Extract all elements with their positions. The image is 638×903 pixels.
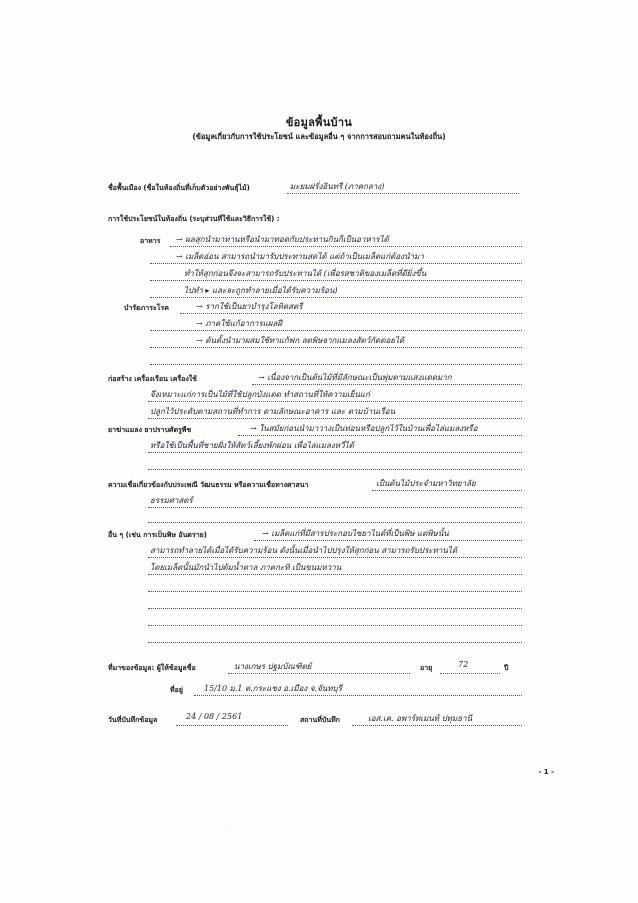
pesticide-label: ยาฆ่าแมลง ยาปราบศัตรูพืช [108, 426, 192, 434]
food-line-2: → เมล็ดอ่อน สามารถนำมารับประทานสดได้ แต่ถ้าเป็นเมล็ดแก่ต้องนำมา [176, 252, 424, 261]
food-label: อาหาร [140, 237, 161, 245]
local-name-value: มะยมฝรั่งอินทรี (ภาคกลาง) [290, 182, 385, 191]
construction-line-2: จึงเหมาะแก่การเป็นไม้ที่ใช้ปลูกบังแดด ทำสถานที่ให้ความเย็นแก่ [150, 390, 370, 399]
pesticide-line-2: หรือใช้เป็นพื้นที่ชายฝั่งให้สัตว์เลี้ยงพักผ่อน เพื่อไล่แมลงหวี่ได้ [150, 441, 354, 450]
beliefs-line-1: เป็นต้นไม้ประจำมหาวิทยาลัย [376, 479, 476, 488]
page-title: ข้อมูลพื้นบ้าน [285, 116, 353, 129]
food-line [150, 280, 522, 281]
pesticide-line [148, 469, 522, 470]
age-value: 72 [458, 660, 469, 669]
other-line [148, 625, 522, 626]
food-line [150, 297, 522, 298]
beliefs-label: ความเชื่อเกี่ยวข้องกับประเพณี วัฒนธรรม หรือความเชื่อทางศาสนา [108, 481, 309, 489]
scan-speck: . [230, 824, 232, 831]
food-line-1: → ผลสุกนำมาทานหรือนำมาทอดกับประทานกินก็เป็นอาหารได้ [176, 235, 389, 244]
beliefs-line [148, 522, 522, 523]
record-date-label: วันที่บันทึกข้อมูล [108, 716, 158, 724]
construction-line-3: ปลูกไว้ประดับตามสถานที่ทำการ ตามลักษณะอาคาร และ ตามบ้านเรือน [150, 407, 396, 416]
other-line [148, 574, 522, 575]
food-line-4: ไปทำ ▸ และจะถูกทำลายเมื่อได้รับความร้อน) [184, 286, 338, 295]
record-date-line [176, 725, 288, 726]
other-line [148, 608, 522, 609]
pesticide-line [238, 435, 522, 436]
beliefs-line [372, 490, 522, 491]
page-number: - 1 - [538, 768, 554, 776]
age-label: อายุ [420, 664, 433, 672]
record-place-value: เอส.เค. อพาร์ทเมนท์ ปทุมธานี [368, 714, 473, 723]
medicine-line [150, 364, 522, 365]
construction-line [148, 418, 522, 419]
other-line [148, 642, 522, 643]
medicine-label: บำรัดภาระโรค [124, 304, 169, 312]
pesticide-line-1: → ในสมัยก่อนนำมาวางเป็นท่อนหรือปลูกไว้ในบ้านเพื่อไล่แมลงหรือ [250, 424, 478, 433]
construction-label: ก่อสร้าง เครื่องเรือน เครื่องใช้ [108, 375, 197, 383]
beliefs-line [148, 507, 522, 508]
source-name-value: นางเกษร ปฐมบัณฑิตย์ [234, 662, 312, 671]
address-value: 15/10 ม.1 ต.กระแชง อ.เมือง จ.จันทบุรี [204, 684, 342, 693]
address-line [194, 695, 522, 696]
source-label: ที่มาของข้อมูล: ผู้ให้ข้อมูลชื่อ [108, 664, 196, 672]
address-label: ที่อยู่ [170, 686, 183, 694]
construction-line [252, 384, 522, 385]
pesticide-line [148, 452, 522, 453]
medicine-line-1: → รากใช้เป็นยาบำรุงโลหิตสตรี [196, 302, 303, 311]
other-label: อื่น ๆ (เช่น การเป็นพิษ อันตราย) [108, 531, 207, 539]
food-line [150, 263, 522, 264]
medicine-line [180, 313, 522, 314]
food-line [170, 246, 522, 247]
local-name-line [287, 193, 519, 194]
record-date-value: 24 / 08 / 2561 [186, 712, 243, 721]
medicine-line [150, 330, 522, 331]
source-name-line [228, 673, 410, 674]
other-line [148, 557, 522, 558]
construction-line [148, 401, 522, 402]
medicine-line-3: → ต้นตั้งนำมาผสมใช้ทาแก้ฟก ลดพิษจากแมลงสัตว์กัดต่อยได้ [196, 336, 405, 345]
other-line-3: โดยเมล็ดนั้นมักนำไปต้มน้ำตาล ภาคกะทิ เป็นขนมหวาน [150, 563, 342, 572]
food-line-3: ทำให้สุกก่อนจึงจะสามารถรับประทานได้ (เพื่อรสชาติของเมล็ดที่ดียิ่งขึ้น [184, 269, 427, 278]
medicine-line [150, 347, 522, 348]
medicine-line-2: → ภาคใช้แก้อาการแผลฝี [196, 319, 283, 328]
age-line [440, 673, 500, 674]
other-line [254, 540, 522, 541]
other-line-1: → เมล็ดแก่ที่มีสารประกอบไซยาไนด์ที่เป็นพิษ แต่พิษนั้น [262, 529, 449, 538]
other-line-2: สามารถทำลายได้เมื่อได้รับความร้อน ดังนั้นเมื่อนำไปปรุงให้สุกก่อน สามารถรับประทานได้ [150, 546, 458, 555]
construction-line-1: → เนื่องจากเป็นต้นไม้ที่มีลักษณะเป็นพุ่มตามแสงแดดมาก [258, 373, 452, 382]
local-name-label: ชื่อพื้นเมือง (ชื่อในท้องถิ่นที่เก็บตัวอย่างพันธุ์ไม้) [108, 184, 250, 192]
age-unit: ปี [504, 664, 509, 672]
record-place-line [352, 725, 522, 726]
record-place-label: สถานที่บันทึก [300, 716, 340, 724]
other-line [148, 591, 522, 592]
beliefs-line-2: ธรรมศาสตร์ [150, 496, 193, 505]
page-subtitle: (ข้อมูลเกี่ยวกับการใช้ประโยชน์ และข้อมูลอื่น ๆ จากการสอบถามคนในท้องถิ่น) [192, 132, 446, 141]
usage-intro: การใช้ประโยชน์ในท้องถิ่น (ระบุส่วนที่ใช้และวิธีการใช้) : [108, 215, 280, 223]
